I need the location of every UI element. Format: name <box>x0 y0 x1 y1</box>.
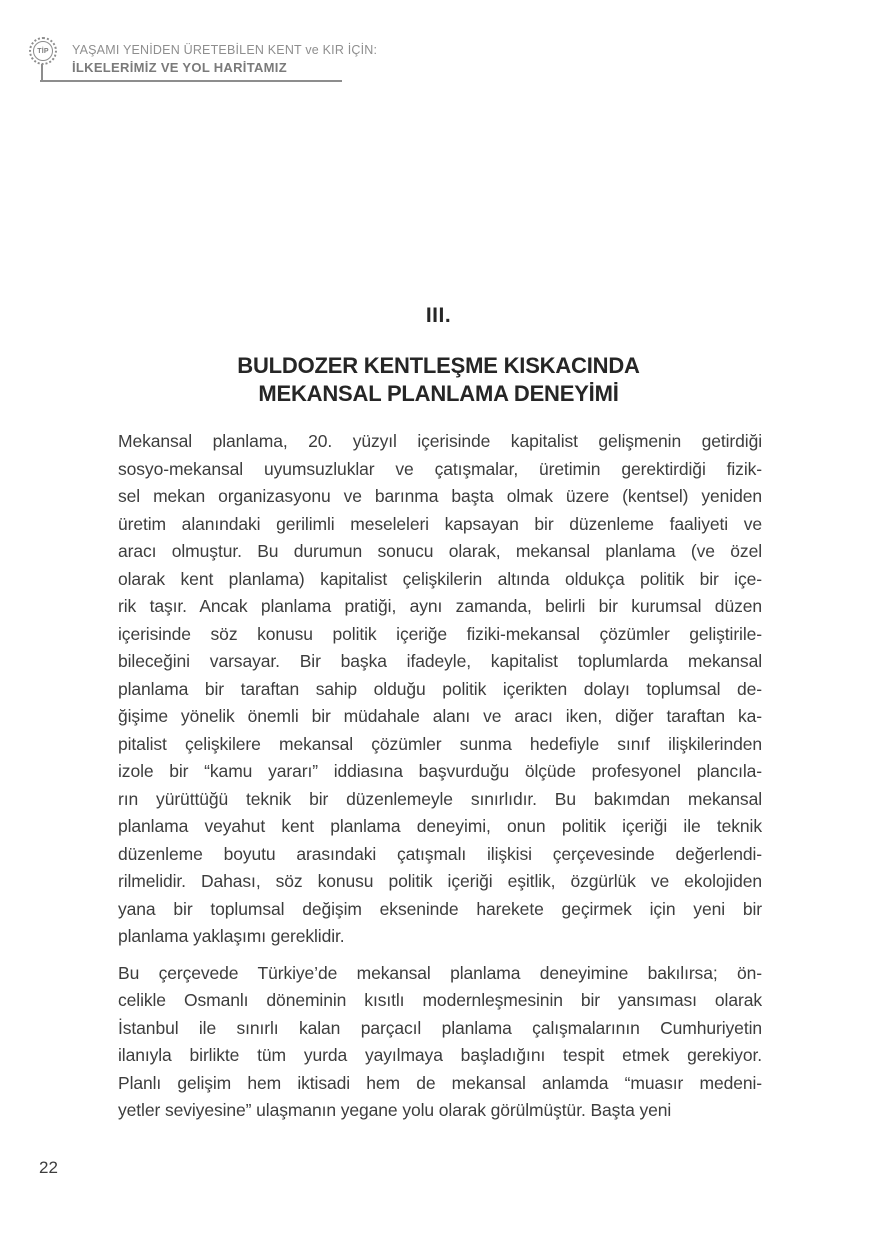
text-line: Bu çerçevede Türkiye’de mekansal planlama deneyimine bakılırsa; ön- <box>118 962 762 983</box>
text-line: celikle Osmanlı döneminin kısıtlı modernleşmesinin bir yansıması olarak <box>118 990 762 1010</box>
paragraph <box>118 428 762 951</box>
section-number: III. <box>425 304 452 327</box>
header-rule <box>40 80 342 82</box>
text-line: izole bir “kamu yararı” iddiasına başvurduğu ölçüde profesyonel plancıla- <box>118 761 762 781</box>
text-line: yana bir toplumsal değişim ekseninde harekete geçirmek için yeni bir <box>118 898 762 919</box>
text-line: rilmelidir. Dahası, söz konusu politik içeriği eşitlik, özgürlük ve ekolojiden <box>118 871 762 891</box>
tip-party-logo-icon <box>29 37 57 65</box>
text-line: ilanıyla birlikte tüm yurda yayılmaya başladığını tespit etmek gerekiyor. <box>118 1045 762 1065</box>
text-line: bileceğini varsayar. Bir başka ifadeyle, kapitalist toplumlarda mekansal <box>118 651 762 671</box>
text-line: İstanbul ile sınırlı kalan parçacıl planlama çalışmalarının Cumhuriyetin <box>118 1017 762 1038</box>
text-line: olarak kent planlama) kapitalist çelişkilerin altında oldukça politik bir içe- <box>118 568 762 589</box>
text-line: pitalist çelişkilere mekansal çözümler sunma hedefiyle sınıf ilişkilerinden <box>118 733 762 754</box>
page-number: 22 <box>39 1158 58 1177</box>
text-line: planlama bir taraftan sahip olduğu politik içerikten dolayı toplumsal de- <box>118 678 762 699</box>
text-line: yetler seviyesine” ulaşmanın yegane yolu olarak görülmüştür. Başta yeni <box>118 1100 672 1120</box>
text-line: sosyo-mekansal uyumsuzluklar ve çatışmalar, üretimin gerektirdiği fizik- <box>118 458 762 479</box>
section-title-line1: BULDOZER KENTLEŞME KISKACINDA <box>237 353 640 378</box>
tip-logo-text: TİP <box>33 41 53 61</box>
text-line: üretim alanındaki gerilimli meseleleri kapsayan bir düzenleme faaliyeti ve <box>118 513 762 534</box>
running-header <box>72 42 377 76</box>
text-line: Planlı gelişim hem iktisadi hem de mekansal anlamda “muasır medeni- <box>118 1072 762 1093</box>
running-header-line2: İLKELERİMİZ VE YOL HARİTAMIZ <box>72 60 287 75</box>
text-line: sel mekan organizasyonu ve barınma başta olmak üzere (kentsel) yeniden <box>118 486 762 506</box>
text-line: rın yürüttüğü teknik bir düzenlemeyle sınırlıdır. Bu bakımdan mekansal <box>118 788 762 809</box>
text-line: düzenleme boyutu arasındaki çatışmalı ilişkisi çerçevesinde değerlendi- <box>118 843 762 864</box>
text-line: Mekansal planlama, 20. yüzyıl içerisinde kapitalist gelişmenin getirdiği <box>118 431 762 451</box>
header-connector-line <box>41 64 43 81</box>
paragraph <box>118 960 762 1125</box>
text-line: planlama yaklaşımı gereklidir. <box>118 926 345 946</box>
section-title-line2: MEKANSAL PLANLAMA DENEYİMİ <box>258 381 619 406</box>
text-line: planlama veyahut kent planlama deneyimi, onun politik içeriği ile teknik <box>118 816 762 836</box>
text-line: aracı olmuştur. Bu durumun sonucu olarak, mekansal planlama (ve özel <box>118 541 762 561</box>
section-title <box>0 352 877 408</box>
body-text <box>118 428 762 1134</box>
running-header-line1: YAŞAMI YENİDEN ÜRETEBİLEN KENT ve KIR İÇİN: <box>72 43 378 57</box>
text-line: rik taşır. Ancak planlama pratiği, aynı zamanda, belirli bir kurumsal düzen <box>118 596 762 616</box>
text-line: ğişime yönelik önemli bir müdahale alanı ve aracı iken, diğer taraftan ka- <box>118 706 762 726</box>
text-line: içerisinde söz konusu politik içeriğe fiziki-mekansal çözümler geliştirile- <box>118 623 762 644</box>
